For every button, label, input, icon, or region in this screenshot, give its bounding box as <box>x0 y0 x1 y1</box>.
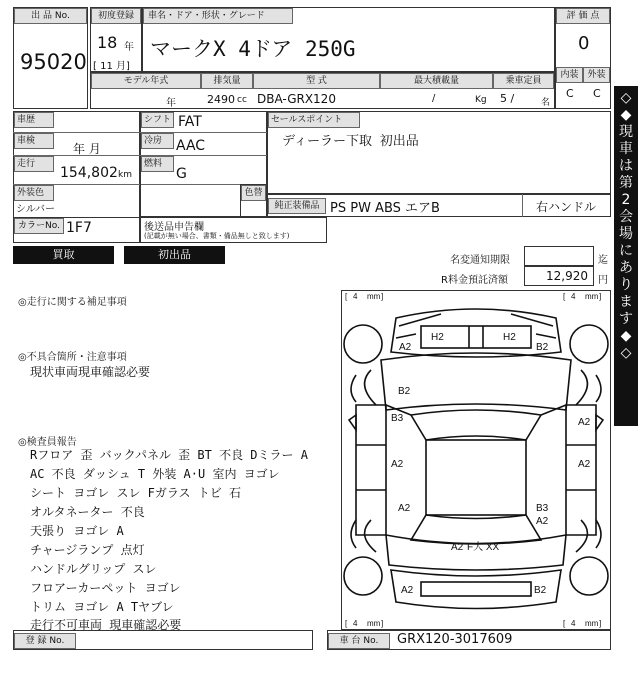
lot-number: 95020 <box>20 50 87 74</box>
history-label: 車歴 <box>14 112 54 128</box>
first-registration-label: 初度登録 <box>91 8 141 24</box>
capacity-label: 乗車定員 <box>493 73 554 89</box>
lot-number-label: 出 品 No. <box>14 8 87 24</box>
repaint-label: 色替 <box>241 185 266 201</box>
banner-char: ◇ <box>620 345 632 361</box>
damage-code: A2 <box>578 417 591 428</box>
model-label: 型 式 <box>253 73 380 89</box>
damage-code: B2 <box>534 585 547 596</box>
mileage-label: 走行 <box>14 156 54 172</box>
side-banner <box>614 86 638 426</box>
damage-code: H2 <box>431 332 444 343</box>
max-load-label: 最大積載量 <box>380 73 493 89</box>
registration-no-label: 登 録 No. <box>14 633 76 649</box>
damage-code: H2 <box>503 332 516 343</box>
deadline-label: 名変通知期限 <box>450 255 510 266</box>
inspector-title: ◎検査員報告 <box>18 437 77 448</box>
banner-char: あ <box>619 260 633 276</box>
inspector-line: 天張り ヨゴレ A <box>30 524 124 538</box>
banner-char: ◆ <box>620 107 632 123</box>
displacement: 2490 <box>207 93 235 106</box>
exterior-label: 外装 <box>583 67 610 83</box>
post-reg-note: (記載が無い場合、書類・備品無しと致します) <box>144 232 290 240</box>
recycle-label: R料金預託済額 <box>441 275 508 286</box>
inspector-line: オルタネーター 不良 <box>30 505 145 519</box>
svg-text:[: [ <box>563 619 566 628</box>
interior-grade: C <box>566 87 574 100</box>
damage-code: A2 <box>401 585 414 596</box>
inspector-line: ハンドルグリップ スレ <box>30 562 157 576</box>
mileage-unit: km <box>118 170 132 180</box>
tire-unit-tl: mm <box>367 292 381 301</box>
model-year-label: モデル年式 <box>91 73 201 89</box>
damage-code: B3 <box>536 503 549 514</box>
deadline-value-box <box>524 246 594 266</box>
shift-value: FAT <box>178 114 202 130</box>
tire-value-br: 4 <box>571 619 576 628</box>
inspector-line: トリム ヨゴレ A Tヤブレ <box>30 600 174 614</box>
damage-code: A2 <box>536 516 549 527</box>
svg-text:]: ] <box>599 292 602 301</box>
banner-char: 会 <box>619 209 633 225</box>
damage-code: A2 <box>399 342 412 353</box>
first-listing-badge: 初出品 <box>124 246 225 264</box>
damage-code: A2 <box>578 459 591 470</box>
defect-title: ◎不具合箇所・注意事項 <box>18 352 127 363</box>
banner-char: 車 <box>619 141 633 157</box>
displacement-unit: cc <box>237 95 247 105</box>
tire-value-bl: 4 <box>353 619 358 628</box>
first-registration-year: 18 <box>97 33 118 52</box>
svg-text:[: [ <box>563 292 566 301</box>
banner-char: ◆ <box>620 328 632 344</box>
equipment-label: 純正装備品 <box>268 198 326 214</box>
steering: 右ハンドル <box>536 200 597 214</box>
equipment: PS PW ABS エアB <box>330 201 440 216</box>
deadline-unit: 迄 <box>598 255 608 266</box>
exterior-color: シルバー <box>16 204 56 215</box>
post-reg-label: 後送品申告欄 <box>144 222 204 233</box>
defect-text: 現状車両現車確認必要 <box>30 365 151 379</box>
color-no: 1F7 <box>66 220 92 236</box>
damage-code: B2 <box>398 386 411 397</box>
recycle-unit: 円 <box>598 275 608 286</box>
damage-code: A2 <box>391 459 404 470</box>
chassis-no-label: 車 台 No. <box>328 633 390 649</box>
sales-point-label: セールスポイント <box>268 112 360 128</box>
displacement-label: 排気量 <box>201 73 253 89</box>
tire-unit-bl: mm <box>367 619 381 628</box>
inspector-line: チャージランプ 点灯 <box>30 543 145 557</box>
damage-code: B2 <box>536 342 549 353</box>
banner-char: 現 <box>619 124 633 140</box>
exterior-color-label: 外装色 <box>14 185 54 201</box>
sales-point: ディーラー下取 初出品 <box>282 134 419 149</box>
inspection-value: 年 月 <box>73 142 101 156</box>
damage-code: F大 XX <box>467 542 500 553</box>
banner-char: 2 <box>621 192 631 208</box>
exterior-grade: C <box>593 87 601 100</box>
capacity-unit: 名 <box>541 98 551 108</box>
banner-char: す <box>619 311 633 327</box>
tire-value-tr: 4 <box>571 292 576 301</box>
model-year-unit: 年 <box>166 98 176 109</box>
svg-text:]: ] <box>381 292 384 301</box>
tire-label-tl: [ <box>345 292 348 301</box>
tire-unit-br: mm <box>585 619 599 628</box>
inspector-line: 走行不可車両 現車確認必要 <box>30 618 182 632</box>
svg-text:[: [ <box>345 619 348 628</box>
inspector-line: Rフロア 歪 バックパネル 歪 BT 不良 Dミラー A <box>30 448 308 462</box>
banner-char: ◇ <box>620 90 632 106</box>
ac-label: 冷房 <box>141 133 174 149</box>
interior-label: 内装 <box>556 67 583 83</box>
banner-char: に <box>619 243 633 259</box>
model-code: DBA-GRX120 <box>257 92 336 106</box>
banner-char: 場 <box>619 226 633 242</box>
fuel-value: G <box>176 166 187 182</box>
car-name-label: 車名・ドア・形状・グレード <box>143 8 293 24</box>
damage-code: B3 <box>391 413 404 424</box>
inspection-label: 車検 <box>14 133 54 149</box>
damage-code: A2 <box>398 503 411 514</box>
inspector-line: AC 不良 ダッシュ T 外装 A·U 室内 ヨゴレ <box>30 467 280 481</box>
banner-char: ま <box>619 294 633 310</box>
score-label: 評 価 点 <box>556 8 610 24</box>
capacity: 5 / <box>500 92 515 105</box>
banner-char: り <box>619 277 633 293</box>
ac-value: AAC <box>176 138 206 154</box>
chassis-no: GRX120-3017609 <box>397 632 513 647</box>
svg-text:]: ] <box>381 619 384 628</box>
first-registration-month: [ 11 月] <box>93 61 130 72</box>
inspector-line: フロアーカーペット ヨゴレ <box>30 581 181 595</box>
damage-code: A2 <box>451 542 464 553</box>
svg-text:]: ] <box>599 619 602 628</box>
recycle-value: 12,920 <box>546 269 588 283</box>
tire-unit-tr: mm <box>585 292 599 301</box>
car-diagram <box>341 290 611 630</box>
banner-char: は <box>619 158 633 174</box>
car-name: マークX 4ドア 250G <box>150 37 356 61</box>
score-value: 0 <box>578 33 590 54</box>
banner-char: 第 <box>619 175 633 191</box>
color-no-label: カラーNo. <box>14 218 64 234</box>
tire-value-tl: 4 <box>353 292 358 301</box>
shift-label: シフト <box>141 112 174 128</box>
max-load-unit: Kg <box>475 95 487 105</box>
inspector-line: シート ヨゴレ スレ Fガラス トビ 石 <box>30 486 241 500</box>
buy-badge: 買取 <box>13 246 114 264</box>
running-notes-title: ◎走行に関する補足事項 <box>18 297 127 308</box>
mileage: 154,802 <box>60 165 118 181</box>
fuel-label: 燃料 <box>141 156 174 172</box>
year-unit: 年 <box>124 42 134 53</box>
max-load: / <box>432 93 436 104</box>
